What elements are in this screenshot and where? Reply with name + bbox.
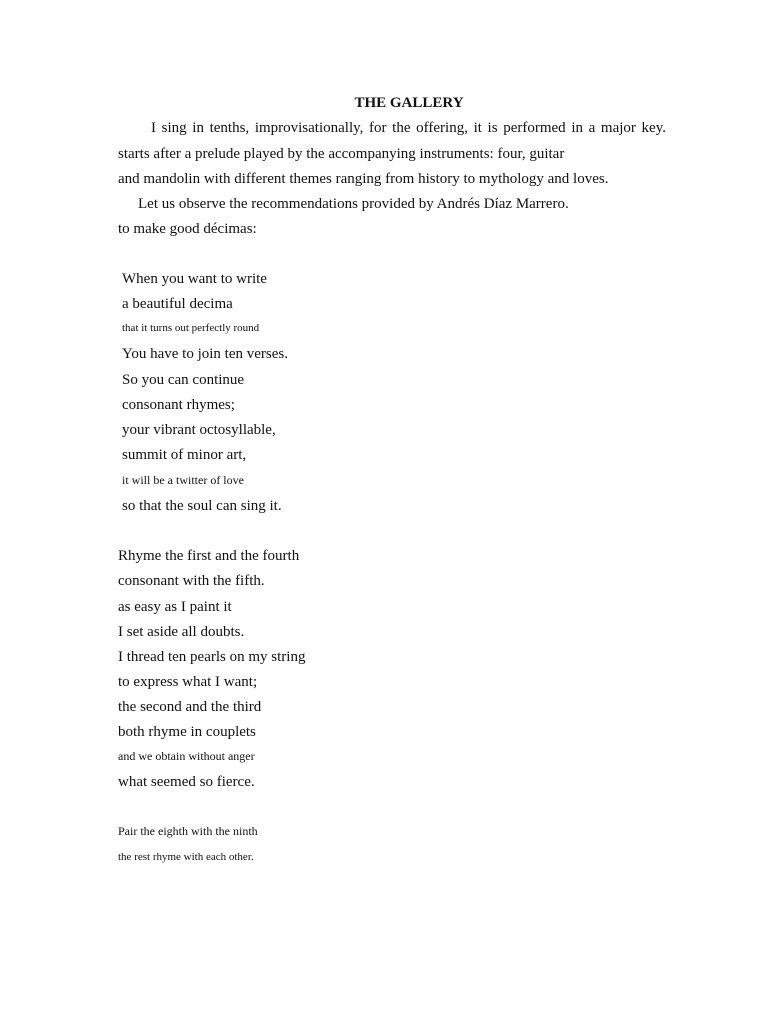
stanza1-line-3: that it turns out perfectly round [122, 322, 260, 334]
intro-line-4: Let us observe the recommendations provided by Andrés Díaz Marrero. [138, 196, 569, 212]
stanza2-line-10: what seemed so fierce. [118, 774, 255, 790]
stanza2-line-6: to express what I want; [118, 674, 258, 690]
stanza2-line-9: and we obtain without anger [118, 749, 255, 763]
stanza3-line-2: the rest rhyme with each other. [118, 851, 254, 863]
stanza3-line-1: Pair the eighth with the ninth [118, 824, 258, 838]
stanza1-line-4: You have to join ten verses. [122, 346, 288, 362]
stanza2-line-7: the second and the third [118, 699, 262, 715]
stanza2-line-4: I set aside all doubts. [118, 624, 245, 640]
stanza1-line-10: so that the soul can sing it. [122, 498, 282, 514]
stanza1-line-2: a beautiful decima [122, 296, 233, 312]
intro-line-2: starts after a prelude played by the accompanying instruments: four, guitar [118, 146, 565, 162]
stanza1-line-6: consonant rhymes; [122, 397, 235, 413]
stanza2-line-3: as easy as I paint it [118, 599, 232, 615]
stanza1-line-9: it will be a twitter of love [122, 473, 244, 487]
stanza1-line-1: When you want to write [122, 271, 267, 287]
stanza1-line-8: summit of minor art, [122, 447, 247, 463]
intro-line-1: I sing in tenths, improvisationally, for the offering, it is performed in a major key. [151, 120, 666, 136]
stanza2-line-1: Rhyme the first and the fourth [118, 548, 300, 564]
stanza2-line-5: I thread ten pearls on my string [118, 649, 306, 665]
page-title: THE GALLERY [354, 95, 464, 111]
intro-line-3: and mandolin with different themes ranging from history to mythology and loves. [118, 171, 609, 187]
stanza1-line-7: your vibrant octosyllable, [122, 422, 276, 438]
stanza2-line-8: both rhyme in couplets [118, 724, 256, 740]
stanza1-line-5: So you can continue [122, 372, 245, 388]
stanza2-line-2: consonant with the fifth. [118, 573, 265, 589]
intro-line-5: to make good décimas: [118, 221, 257, 237]
